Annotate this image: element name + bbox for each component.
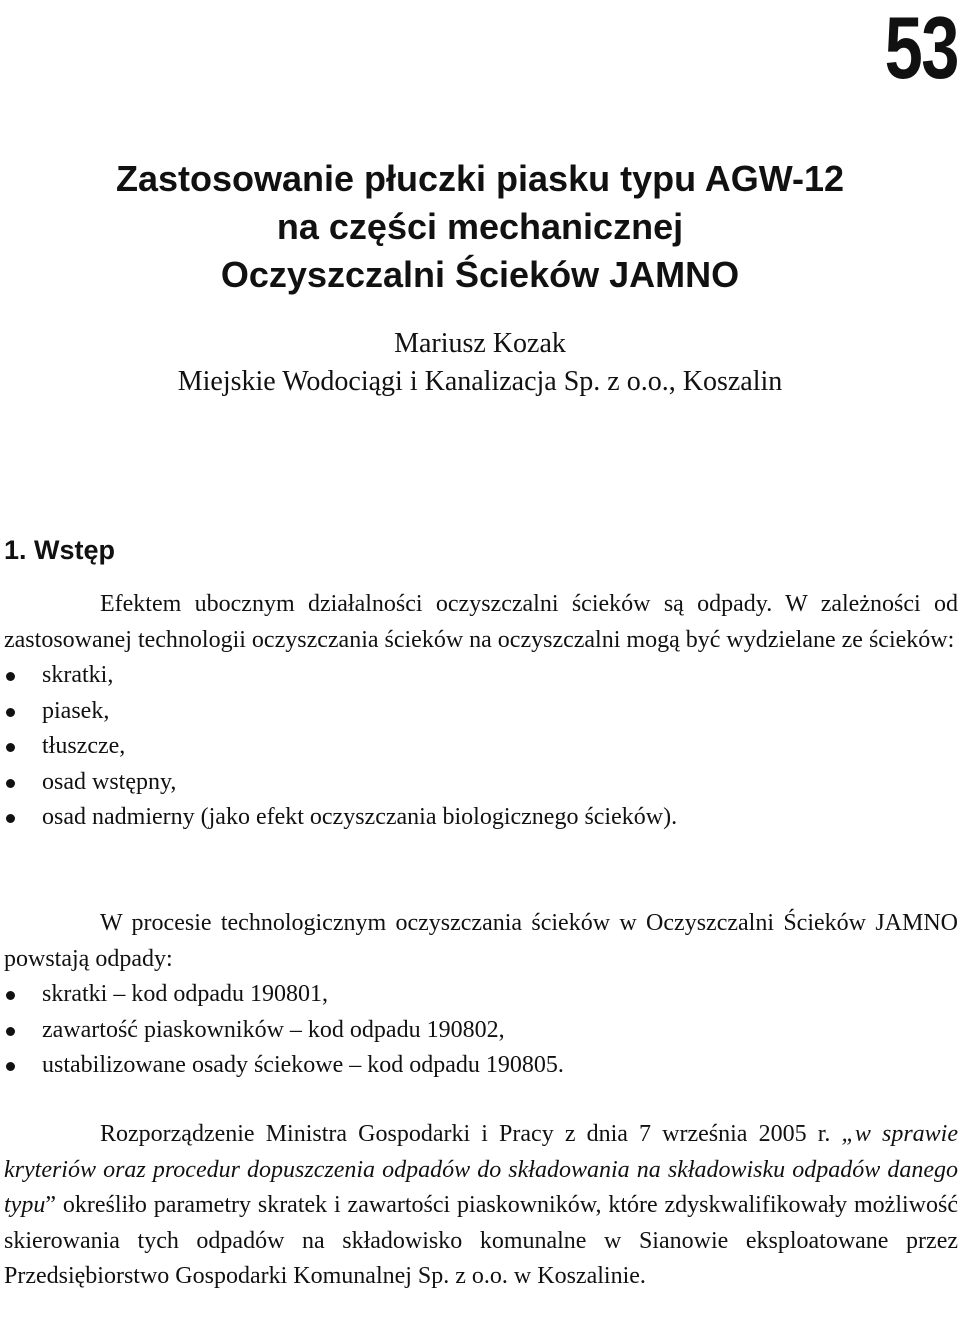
regulation-block — [4, 1117, 958, 1295]
author-block — [0, 325, 960, 401]
title-line: Zastosowanie płuczki piasku typu AGW-12 — [115, 158, 845, 199]
title-line: na części mechanicznej — [276, 206, 684, 247]
list-item: tłuszcze, — [4, 729, 958, 765]
list-item: skratki – kod odpadu 190801, — [4, 977, 958, 1013]
paragraph — [4, 1117, 958, 1295]
regulation-lead: Rozporządzenie Ministra Gospodarki i Pracy z dnia 7 września 2005 r. — [100, 1121, 831, 1147]
list-item: osad nadmierny (jako efekt oczyszczania biologicznego ścieków). — [4, 800, 958, 836]
list-item: piasek, — [4, 694, 958, 730]
list-item: zawartość piaskowników – kod odpadu 190802, — [4, 1013, 958, 1049]
list-item: ustabilizowane osady ściekowe – kod odpadu 190805. — [4, 1048, 958, 1084]
page-number: 53 — [884, 0, 958, 97]
waste-types-list — [4, 658, 958, 836]
author-affiliation: Miejskie Wodociągi i Kanalizacja Sp. z o.o., Koszalin — [177, 366, 783, 397]
waste-codes-list — [4, 977, 958, 1084]
list-item: osad wstępny, — [4, 765, 958, 801]
paragraph: W procesie technologicznym oczyszczania ścieków w Oczyszczalni Ścieków JAMNO powstają odpady: — [4, 910, 958, 972]
intro-block — [4, 587, 958, 836]
section-heading: 1. Wstęp — [4, 535, 116, 565]
waste-codes-block — [4, 906, 958, 1084]
title-line: Oczyszczalni Ścieków JAMNO — [220, 254, 740, 295]
list-item: skratki, — [4, 658, 958, 694]
paragraph: Efektem ubocznym działalności oczyszczalni ścieków są odpady. W zależności od zastosowanej technologii oczyszczania ścieków na oczyszczalni mogą być wydzielane ze ścieków: — [4, 591, 958, 653]
regulation-text: ” określiło parametry skratek i zawartości piaskowników, które zdyskwalifikowały możliwość skierowania tych odpadów na składowisko komunalne w Sianowie eksploatowane przez Przedsiębiorstwo Gospodarki Komunalnej Sp. z o.o. w Koszalinie. — [4, 1192, 958, 1289]
author-name: Mariusz Kozak — [394, 328, 566, 359]
regulation-quote: „w sprawie kryteriów oraz procedur dopuszczenia odpadów do składowania na składowisku odpadów danego typu — [4, 1121, 958, 1218]
article-title — [0, 155, 960, 299]
